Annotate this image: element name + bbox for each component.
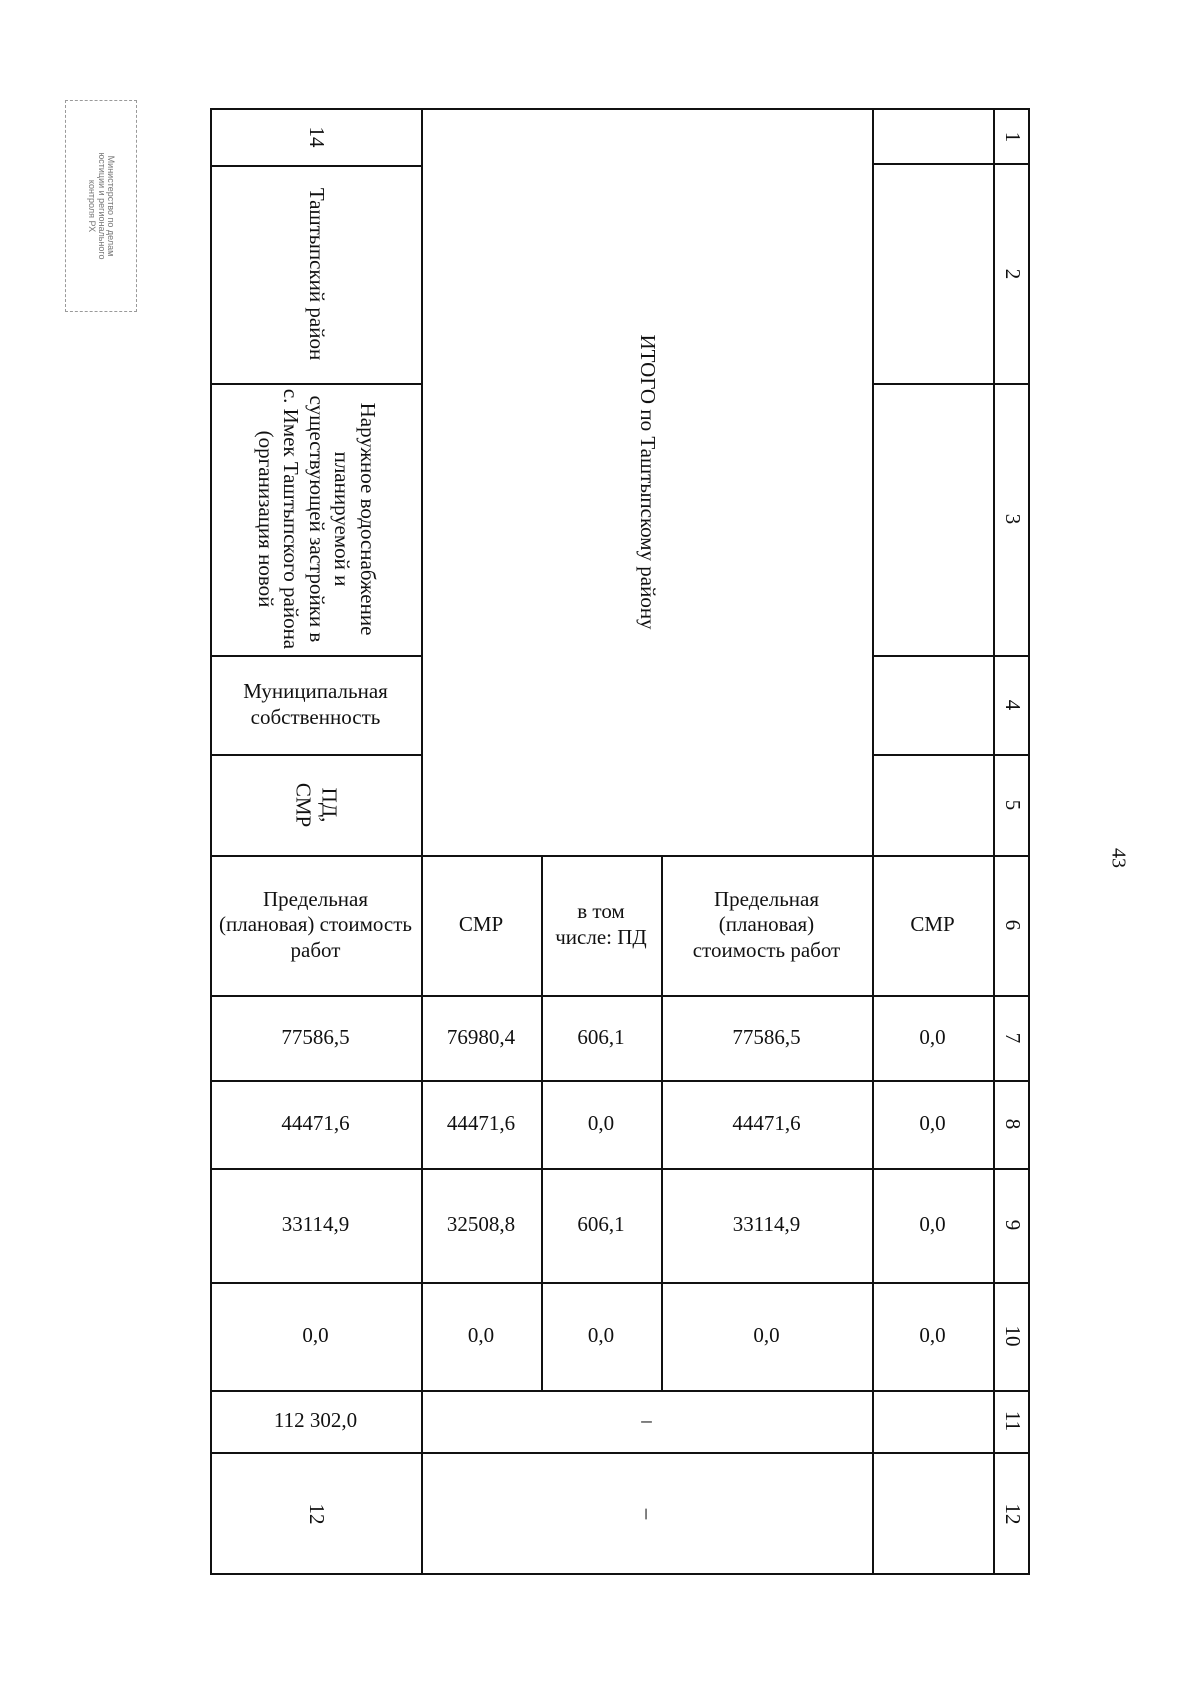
column-number: 2 (1000, 268, 1025, 280)
total-col11: – (641, 1408, 652, 1433)
value-cell: 32508,8 (446, 1212, 516, 1237)
value-cell: 44471,6 (281, 1111, 350, 1136)
column-number: 9 (1000, 1219, 1025, 1231)
value-cell: 606,1 (577, 1212, 625, 1237)
ownership: Муниципальная собственность (243, 678, 388, 729)
work-type: ПД, СМР (291, 782, 342, 827)
column-number: 1 (1000, 131, 1025, 142)
total-title: ИТОГО по Таштыпскому району (635, 333, 660, 630)
value-cell: 0,0 (753, 1323, 780, 1348)
district-name: Таштыпский район (304, 187, 329, 361)
column-number: 8 (1000, 1118, 1025, 1130)
value-cell: 33114,9 (732, 1212, 801, 1237)
total-smr-label: СМР (910, 912, 955, 937)
stamp-line: Министерство по делам (106, 155, 117, 257)
value-cell: 0,0 (919, 1323, 946, 1348)
value-cell: 0,0 (587, 1323, 615, 1348)
registration-stamp (65, 100, 137, 312)
cost-label: Предельная (плановая) стоимость работ (219, 886, 412, 962)
stamp-line: контроля РХ (87, 179, 98, 233)
value-cell: 0,0 (302, 1323, 329, 1348)
col12-value: 12 (304, 1503, 329, 1524)
column-number: 5 (1000, 799, 1025, 810)
value-cell: 76980,4 (446, 1024, 516, 1049)
total-cost-label: Предельная (плановая) стоимость работ (692, 886, 841, 962)
value-cell: 0,0 (919, 1111, 946, 1136)
object-name: Наружное водоснабжение планируемой и существующей застройки в с. Имек Таштыпского района (организация новой (253, 388, 380, 650)
column-number: 6 (1000, 919, 1025, 931)
smr-label: СМР (458, 912, 504, 937)
column-number: 12 (1000, 1503, 1025, 1524)
value-cell: 0,0 (587, 1111, 615, 1136)
value-cell: 0,0 (919, 1024, 946, 1049)
value-cell: 0,0 (467, 1323, 495, 1348)
value-cell: 77586,5 (281, 1024, 350, 1049)
page-number: 43 (1107, 848, 1130, 868)
value-cell: 77586,5 (732, 1024, 801, 1049)
column-number: 3 (1000, 513, 1025, 525)
total-col12: – (635, 1508, 660, 1519)
column-number: 10 (1000, 1325, 1025, 1347)
column-number: 7 (1000, 1032, 1025, 1043)
value-cell: 44471,6 (732, 1111, 801, 1136)
pd-label: в том числе: ПД (555, 899, 647, 949)
column-number: 11 (1000, 1410, 1025, 1432)
value-cell: 0,0 (919, 1212, 946, 1237)
stamp-line: юстиции и регионального (96, 152, 107, 260)
col11-value: 112 302,0 (273, 1408, 358, 1433)
value-cell: 44471,6 (446, 1111, 516, 1136)
value-cell: 606,1 (577, 1024, 625, 1049)
object-number: 14 (304, 126, 329, 147)
value-cell: 33114,9 (281, 1212, 350, 1237)
column-number: 4 (1000, 699, 1025, 710)
